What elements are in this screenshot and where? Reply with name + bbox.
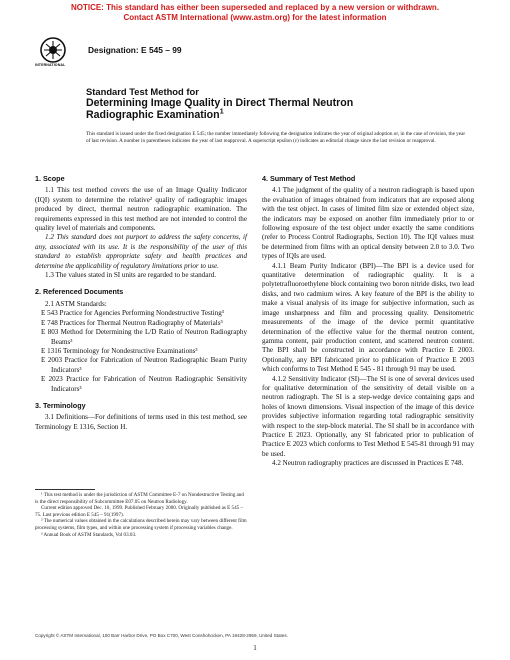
copyright-line: Copyright © ASTM International, 100 Barr Harbor Drive, PO Box C700, West Conshohocken, PA 19428-2959, United States.	[35, 633, 288, 638]
footnotes	[35, 492, 247, 538]
ref-item: E 748 Practices for Thermal Neutron Radiography of Materials³	[41, 318, 223, 327]
footnote: ² The numerical values obtained in the calculations described herein may vary between different film processing systems, film types, and within one processing system if processing variables change.	[35, 518, 247, 531]
footnote: ¹ This test method is under the jurisdiction of ASTM Committee E-7 on Nondestructive Testing and is the direct responsibility of Subcommittee E07.05 on Neutron Radiology.	[35, 492, 244, 505]
title-line-3: Radiographic Examination$^1$	[86, 106, 224, 121]
ref-item: E 803 Method for Determining the L/D Ratio of Neutron Radiography Beams³	[41, 328, 247, 346]
standard-issuance-note: This standard is issued under the fixed designation E 545; the number immediately following the designation indicates the year of original adoption or, in the case of revision, the year of last revision. A number in parentheses indicates the year of last reapproval. A superscript epsilon (ε) indicates an editorial change since the last revision or reapproval.	[86, 131, 466, 144]
footnote-divider	[35, 489, 95, 490]
document-title	[86, 86, 466, 121]
left-column	[35, 174, 247, 432]
footnote: ³ Annual Book of ASTM Standards, Vol 03.03.	[41, 531, 137, 538]
summary-4-1-2: 4.1.2 Sensitivity Indicator (SI)—The SI is one of several devices used for qualitative determination of the sensitivity of detail visible on a neutron radiograph. The SI is a step-wedge device containing gaps and holes of known dimensions. Visual inspection of the image of this device provides subjective information regarding total radiographic sensitivity with respect to the step-block material. The SI shall be in accordance with Practice E 2023. Optionally, any SI fabricated prior to publication of Practice E 2023 which conforms to Test Method E 545-81 through 91 may be used.	[262, 374, 474, 458]
terminology-3-1: 3.1 Definitions—For definitions of terms used in this test method, see Terminology E 1316, Section H.	[35, 413, 247, 431]
scope-1-3: 1.3 The values stated in SI units are regarded to be standard.	[45, 271, 217, 280]
scope-1-2: 1.2 This standard does not purport to address the safety concerns, if any, associated with its use. It is the responsibility of the user of this standard to establish appropriate safety and health practices and determine the applicability of regulatory limitations prior to use.	[35, 233, 247, 270]
notice-line-1: NOTICE: This standard has either been superseded and replaced by a new version or withdrawn.	[70, 3, 440, 12]
terminology-heading: 3. Terminology	[35, 400, 86, 410]
withdrawn-notice	[0, 3, 510, 23]
ref-item: E 2023 Practice for Fabrication of Neutron Radiographic Sensitivity Indicators³	[41, 375, 247, 393]
logo-wordmark: INTERNATIONAL	[35, 63, 66, 67]
summary-4-1-1: 4.1.1 Beam Purity Indicator (BPI)—The BPI is a device used for quantitative determination of radiographic quality. It is a polytetrafluoroethylene block containing two boron nitride disks, two lead disks, and two cadmium wires. A key feature of the BPI is the ability to make a visual analysis of its image for subjective information, such as image unsharpness and film and processing quality. Densitometric measurements of the image of the device permit quantitative determination of the effective value for the thermal neutron content, gamma content, pair production content, and scattered neutron content. The BPI shall be constructed in accordance with Practice E 2003. Optionally, any BPI fabricated prior to publication of Practice E 2003 which conforms to Test Method E 545 - 81 through 91 may be used.	[262, 261, 474, 374]
astm-logo	[35, 36, 68, 72]
title-line-2: Determining Image Quality in Direct Thermal Neutron	[86, 97, 354, 109]
summary-heading: 4. Summary of Test Method	[262, 174, 356, 183]
ref-item: E 1316 Terminology for Nondestructive Examinations³	[41, 346, 198, 355]
summary-4-1: 4.1 The judgment of the quality of a neutron radiograph is based upon the evaluation of images obtained from indicators that are exposed along with the test object. In cases of limited film size or extended object size, the indicators may be exposed on another film immediately prior to or following exposure of the test object under exactly the same conditions (refer to Process Control Radiographs, Section 10). The IQI values must be determined from films with an optical density between 2.0 to 3.0. Two types of IQIs are used.	[262, 186, 474, 261]
scope-heading: 1. Scope	[35, 174, 65, 183]
referenced-documents-heading: 2. Referenced Documents	[35, 287, 124, 297]
title-footnote-mark: 1	[219, 106, 224, 116]
scope-1-1: 1.1 This test method covers the use of an Image Quality Indicator (IQI) system to determine the relative² quality of radiographic images produced by direct, thermal neutron radiographic examination. The requirements expressed in this test method are not intended to control the quality level of materials and components.	[35, 186, 247, 233]
notice-line-2: Contact ASTM International (www.astm.org) for the latest information	[123, 13, 387, 22]
right-column	[262, 174, 474, 469]
designation: Designation: E 545 – 99	[88, 45, 182, 55]
page-number: 1	[253, 644, 257, 652]
summary-4-2: 4.2 Neutron radiography practices are discussed in Practices E 748.	[272, 459, 464, 468]
ref-item: E 2003 Practice for Fabrication of Neutron Radiographic Beam Purity Indicators³	[41, 356, 247, 374]
astm-standards-label: 2.1 ASTM Standards:	[45, 299, 107, 308]
title-line-1: Standard Test Method for	[86, 86, 199, 97]
footnote: Current edition approved Dec. 10, 1999. Published February 2000. Originally published as E 545 – 75. Last previous edition E 545 – 91(1997).	[35, 505, 244, 518]
ref-item: E 543 Practice for Agencies Performing Nondestructive Testing³	[41, 309, 224, 318]
